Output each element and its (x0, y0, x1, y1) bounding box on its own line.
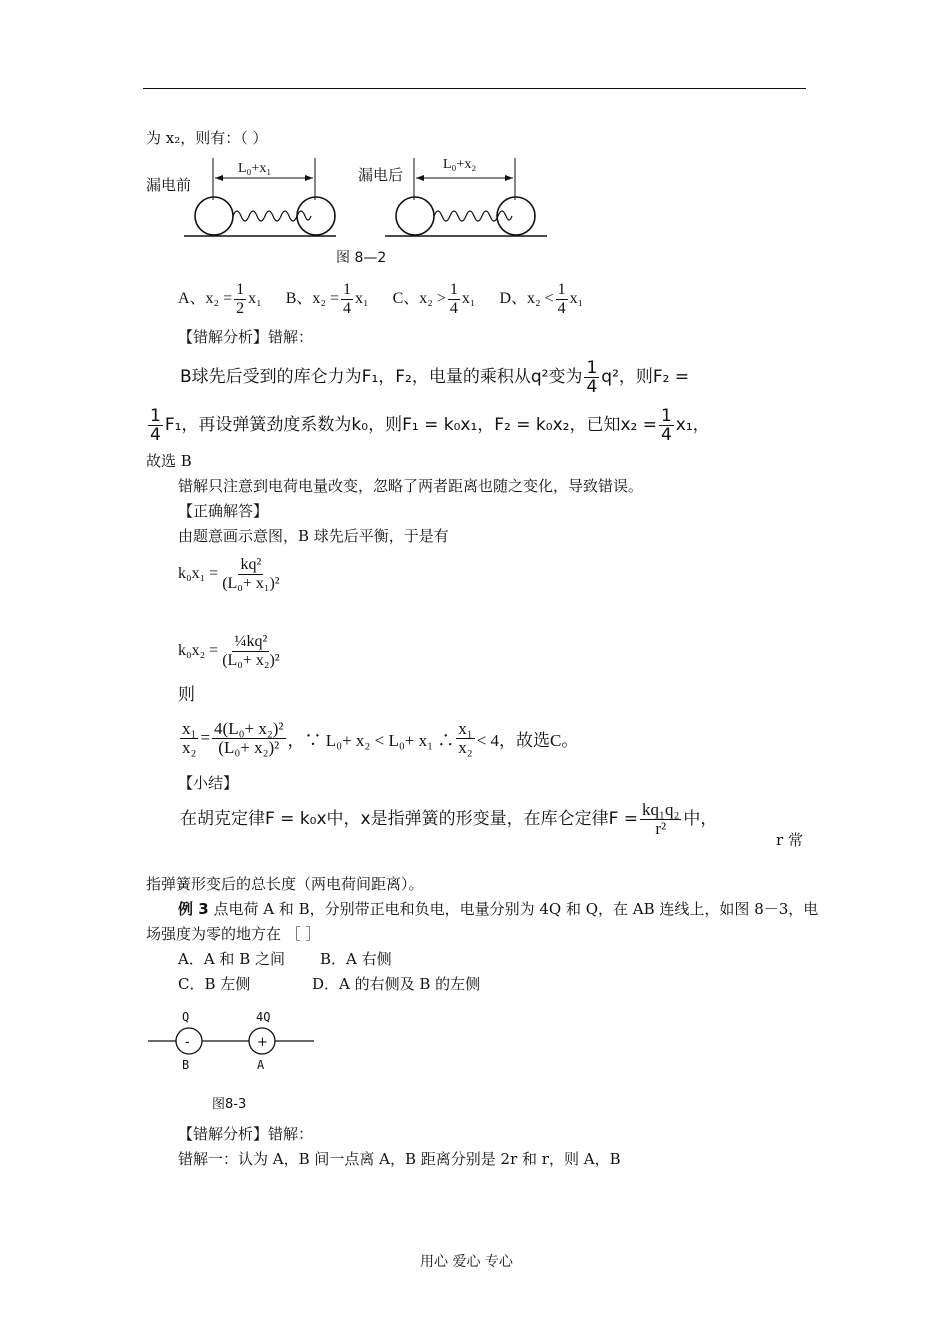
summary-tail: r 常 (776, 831, 803, 849)
example-3-line-1: 例 3 点电荷 A 和 B，分别带正电和负电，电量分别为 4Q 和 Q，在 AB 连线上，如图 8－3，电 (178, 900, 819, 918)
example-3-line-2: 场强度为零的地方在 ［ ］ (146, 925, 321, 943)
equation-2: k₀x₂ = $\frac{\text{¼kq²}}{\text{(L₀+ x₂)²}}$ (178, 632, 280, 669)
option-b[interactable]: B、x₂ = $\frac{1}{4}$ x₁ (285, 280, 369, 317)
choose-b: 故选 B (146, 452, 192, 470)
header-rule (143, 88, 806, 89)
label-before-leak: 漏电前 (146, 176, 192, 194)
error-comment: 错解只注意到电荷电量改变，忽略了两者距离也随之变化，导致错误。 (178, 477, 644, 495)
summary-line-1: 在胡克定律F = k₀x中，x是指弹簧的形变量，在库仑定律F = $\frac{\text{kq₁q₂}}{\text{r²}}$ 中， (180, 799, 718, 838)
figure-8-3-caption: 图8-3 (212, 1097, 247, 1112)
figure-8-3 (146, 1005, 326, 1115)
error-analysis-heading-2: 【错解分析】错解： (178, 1125, 314, 1143)
spring-before (233, 211, 311, 221)
charge-a: 4Q (256, 1010, 271, 1024)
summary-line-2: 指弹簧形变后的总长度（两电荷间距离）。 (146, 875, 424, 893)
ball-left-before (195, 197, 233, 235)
equation-3: $\frac{\text{x₁}}{\text{x₂}}$ = $\frac{\text{4(L₀+ x₂)²}}{\text{(L₀+ x₂)²}}$ ，∵ L₀+ x₂ < L₀+ x₁ ∴ $\frac{\text{x₁}}{\text{x₂}}$ < 4，故选C。 (182, 718, 579, 757)
option-83-d[interactable]: D．A 的右侧及 B 的左侧 (312, 975, 481, 993)
option-83-c[interactable]: C．B 左侧 (178, 975, 251, 993)
label-a: A (257, 1058, 265, 1072)
error-line-1: B球先后受到的库仑力为F₁，F₂，电量的乘积从q²变为 $\frac{1}{4}$ q²，则F₂ = (180, 357, 690, 397)
dim-before: L₀+x₁ (238, 161, 272, 176)
ball-right-before (297, 197, 335, 235)
error-analysis-heading: 【错解分析】错解： (178, 328, 314, 346)
ball-left-after (396, 197, 434, 235)
option-83-a[interactable]: A．A 和 B 之间 (178, 950, 285, 968)
error-one: 错解一：认为 A，B 间一点离 A，B 距离分别是 2r 和 r，则 A，B (178, 1150, 621, 1168)
option-a[interactable]: A、x₂ = $\frac{1}{2}$ x₁ (178, 280, 262, 317)
option-83-b[interactable]: B．A 右侧 (320, 950, 392, 968)
page-footer: 用心 爱心 专心 (420, 1254, 513, 1270)
sign-b: - (185, 1035, 190, 1050)
figure-8-2 (140, 150, 560, 270)
equation-1: k₀x₁ = $\frac{\text{kq²}}{\text{(L₀+ x₁)²}}$ (178, 555, 280, 592)
charge-b: Q (182, 1010, 190, 1024)
figure-8-2-caption: 图 8—2 (336, 250, 387, 266)
summary-heading: 【小结】 (178, 774, 239, 792)
option-c[interactable]: C、x₂ > $\frac{1}{4}$ x₁ (392, 280, 476, 317)
example-3-label: 例 3 (178, 900, 209, 918)
ball-right-after (497, 197, 535, 235)
error-line-2: $\frac{1}{4}$ F₁，再设弹簧劲度系数为k₀，则F₁ = k₀x₁，F₂ = k₀x₂，已知x₂ = $\frac{1}{4}$ x₁， (150, 405, 710, 445)
sign-a: + (257, 1035, 268, 1050)
label-b: B (182, 1058, 190, 1072)
options-8-2 (178, 278, 583, 320)
then-label: 则 (178, 685, 195, 705)
label-after-leak: 漏电后 (358, 166, 404, 184)
correct-intro: 由题意画示意图，B 球先后平衡，于是有 (178, 527, 449, 545)
correct-heading: 【正确解答】 (178, 502, 269, 520)
option-d[interactable]: D、x₂ < $\frac{1}{4}$ x₁ (499, 280, 584, 317)
dim-after: L₀+x₂ (443, 157, 477, 172)
intro-line: 为 x₂，则有：（ ） (146, 129, 268, 147)
spring-after (434, 211, 512, 221)
